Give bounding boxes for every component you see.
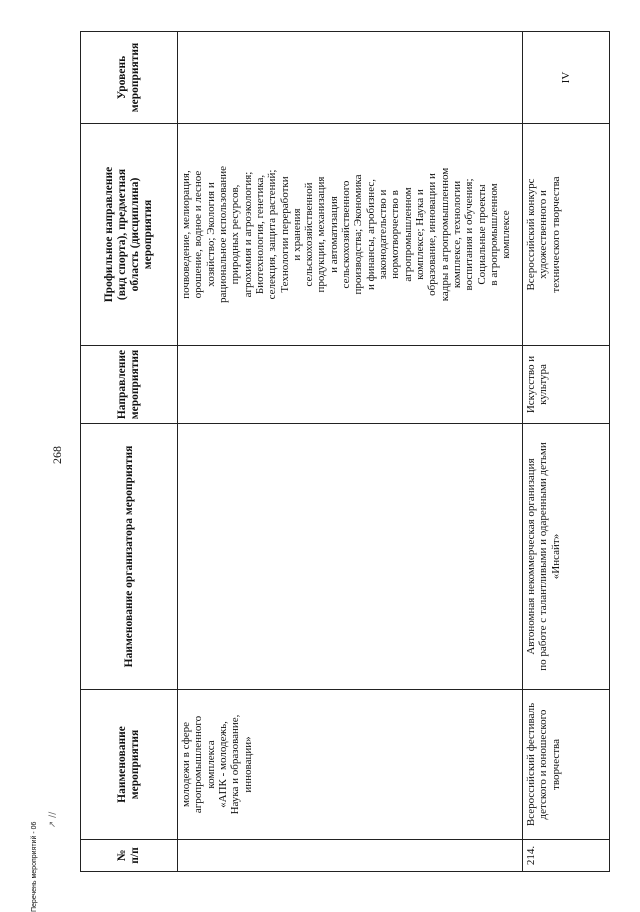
cell-direction: Искусство и культура	[523, 346, 610, 424]
table-row	[178, 32, 523, 872]
cell-event-name: Всероссийский фестиваль детского и юношеского творчества	[523, 690, 610, 840]
cell-direction	[178, 346, 523, 424]
cell-level: IV	[523, 32, 610, 124]
cell-number: 214.	[523, 840, 610, 872]
cell-number	[178, 840, 523, 872]
cell-organizer	[178, 424, 523, 690]
cell-profile: почвоведение, мелиорация, орошение, водное и лесное хозяйство; Экология и рациональное использование природных ресурсов, агрохимия и агроэкология; Биотехнология, генетика, селекция, защита растений; Технологии переработки и хранения сельскохозяйственной продукции, механизация и автоматизация сельскохозяйственного производства; Экономика и финансы, агробизнес, законодательство и нормотворчество в агропромышленном комплексе; Наука и образование, инновации и кадры в агропромышленном комплексе, технологии воспитания и обучения; Социальные проекты в агропромышленном комплексе	[178, 124, 523, 346]
document-footer: Перечень мероприятий - 06	[31, 821, 38, 912]
cell-level	[178, 32, 523, 124]
cell-profile: Всероссийский конкурс художественного и технического творчества	[523, 124, 610, 346]
page-number: 268	[50, 446, 64, 464]
handwritten-mark: ↗ ∕∕	[48, 811, 58, 829]
table-row	[523, 32, 610, 872]
cell-event-name: молодежи в сфере агропромышленного комплекса «АПК - молодежь, Наука и образование, инновации»	[178, 690, 523, 840]
table-header-row	[81, 32, 178, 872]
rotated-table-container	[80, 32, 610, 872]
header-level: Уровень мероприятия	[81, 32, 178, 124]
events-table	[80, 31, 610, 872]
header-organizer: Наименование организатора мероприятия	[81, 424, 178, 690]
header-profile: Профильное направление (вид спорта), предметная область (дисциплина) мероприятия	[81, 124, 178, 346]
cell-organizer: Автономная некоммерческая организация по работе с талантливыми и одаренными детьми «Инсайт»	[523, 424, 610, 690]
header-event-name: Наименование мероприятия	[81, 690, 178, 840]
header-direction: Направление мероприятия	[81, 346, 178, 424]
header-number: № п/п	[81, 840, 178, 872]
